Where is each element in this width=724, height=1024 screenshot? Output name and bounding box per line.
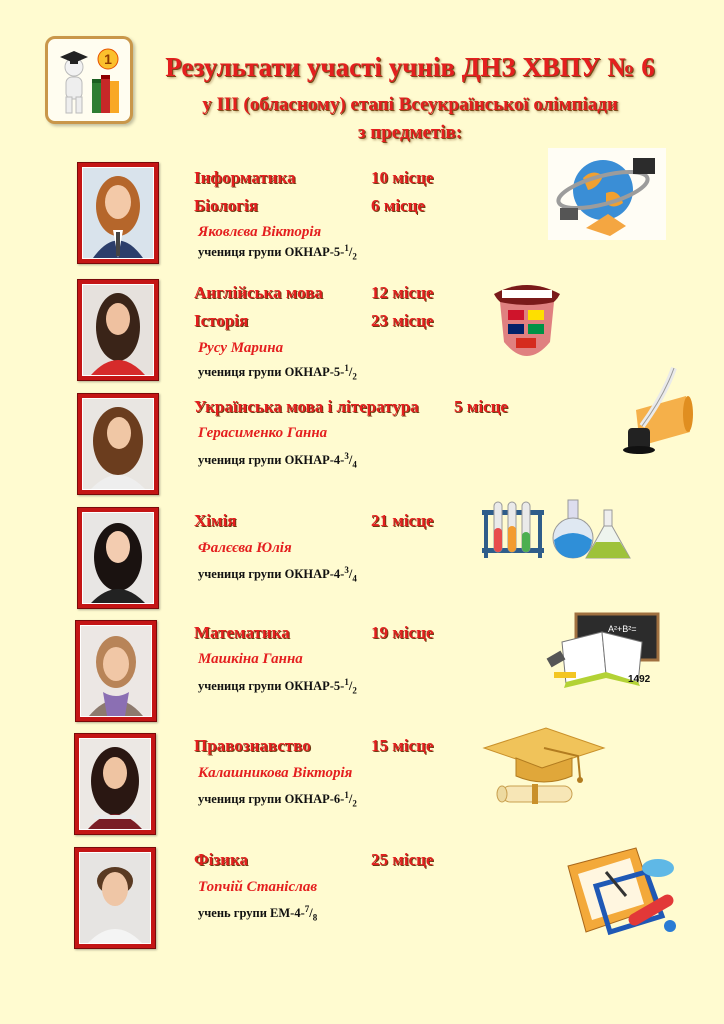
student-group: учениця групи ОКНАР-$6-^1/_2$ — [198, 790, 357, 809]
student-name: Герасименко Ганна — [198, 425, 328, 441]
subject-name: Правознавство — [194, 736, 311, 755]
student-photo — [82, 284, 154, 376]
subject-place: 21 місце — [371, 511, 434, 530]
subject-name: Фізика — [194, 850, 248, 869]
student-name: Фалєєва Юлія — [198, 540, 292, 556]
olympiad-logo — [45, 36, 133, 124]
student-photo — [79, 738, 151, 830]
math-book-icon — [546, 612, 666, 697]
student-name: Машкіна Ганна — [198, 651, 303, 667]
tongue-flags-icon — [490, 280, 564, 367]
page-title: Результати участі учнів ДНЗ ХВПУ № 6 — [165, 52, 655, 82]
subject-place: 25 місце — [371, 850, 434, 869]
subject-place: 15 місце — [371, 736, 434, 755]
student-name: Топчій Станіслав — [198, 879, 318, 895]
subject-place: 19 місце — [371, 623, 434, 642]
student-photo-frame — [74, 847, 156, 949]
page-subtitle: у ІІІ (обласному) етапі Всеукраїнської олімпіади — [202, 94, 618, 115]
subject-name: Українська мова і література — [194, 397, 419, 416]
student-group: учениця групи ОКНАР-$5-^1/_2$ — [198, 243, 357, 262]
subject-name: Англійська мова — [194, 283, 323, 302]
student-photo — [79, 852, 151, 944]
physics-tools-icon — [566, 846, 686, 943]
student-name: Русу Марина — [198, 340, 284, 356]
subject-place: 23 місце — [371, 311, 434, 330]
student-photo-frame — [77, 279, 159, 381]
student-photo — [80, 625, 152, 717]
svg-text:1492: 1492 — [628, 674, 651, 685]
subject-place: 10 місце — [371, 168, 434, 187]
subject-name: Математика — [194, 623, 290, 642]
chemistry-flasks-icon — [480, 496, 644, 567]
student-photo — [82, 398, 154, 490]
student-name: Калашникова Вікторія — [198, 765, 353, 781]
student-photo-frame — [74, 733, 156, 835]
subject-place: 6 місце — [371, 196, 425, 215]
student-name: Яковлєва Вікторія — [198, 224, 322, 240]
subject-name: Історія — [194, 311, 249, 330]
subject-name: Інформатика — [194, 168, 296, 187]
graduation-cap-icon — [482, 726, 606, 815]
page-subtitle-2: з предметів: — [357, 122, 463, 143]
student-photo-frame — [77, 393, 159, 495]
student-group: учениця групи ОКНАР-$5-^1/_2$ — [198, 677, 357, 696]
subject-place: 5 місце — [454, 397, 508, 416]
student-photo-frame — [75, 620, 157, 722]
student-group: учень групи $ЕМ-4-^7/_8$ — [198, 904, 318, 923]
student-photo-frame — [77, 507, 159, 609]
student-photo — [82, 512, 154, 604]
globe-computer-icon — [548, 148, 666, 245]
student-photo-frame — [77, 162, 159, 264]
subject-place: 12 місце — [371, 283, 434, 302]
svg-text:1: 1 — [104, 51, 112, 67]
student-group: учениця групи ОКНАР-$4-^3/_4$ — [198, 565, 357, 584]
subject-name: Біологія — [194, 196, 258, 215]
student-photo — [82, 167, 154, 259]
student-group: учениця групи ОКНАР-$4-^3/_4$ — [198, 451, 357, 470]
svg-text:A²+B²=: A²+B²= — [608, 624, 637, 634]
quill-scroll-icon — [614, 366, 696, 467]
subject-name: Хімія — [194, 511, 237, 530]
student-group: учениця групи ОКНАР-$5-^1/_2$ — [198, 363, 357, 382]
